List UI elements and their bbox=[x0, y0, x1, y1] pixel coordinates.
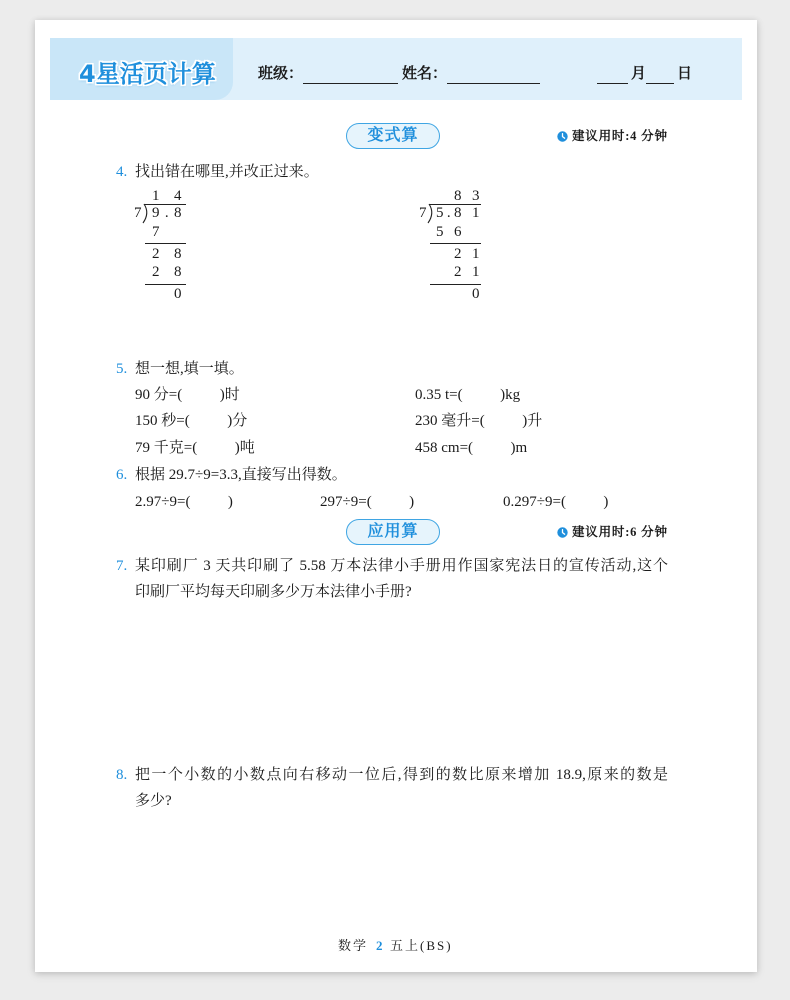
month-label: 月 bbox=[631, 65, 647, 82]
day-blank-line bbox=[646, 83, 674, 84]
section-title-variant-text: 变式算 bbox=[367, 127, 419, 144]
brand-title: 4星活页计算 bbox=[79, 60, 216, 88]
conversion-item: 79 千克=( )吨 bbox=[135, 440, 255, 456]
division-a-remainder: 0 bbox=[174, 286, 182, 302]
question-number-8: 8. bbox=[116, 767, 128, 783]
footer-page-number: 2 bbox=[376, 938, 385, 953]
month-blank-line bbox=[597, 83, 628, 84]
conversion-item: 230 毫升=( )升 bbox=[415, 413, 543, 429]
footer-subject: 数学 bbox=[338, 938, 369, 953]
division-b-step-3: 2 1 bbox=[454, 264, 483, 280]
clock-icon bbox=[557, 527, 568, 538]
class-blank-line bbox=[303, 83, 398, 84]
conversion-item: 90 分=( )时 bbox=[135, 387, 240, 403]
division-a-dividend: 9.8 bbox=[152, 205, 187, 221]
division-b-step-1: 5 6 bbox=[436, 224, 465, 240]
question-number-4: 4. bbox=[116, 164, 128, 180]
question-number-5: 5. bbox=[116, 361, 128, 377]
name-label: 姓名： bbox=[402, 65, 448, 82]
clock-icon bbox=[557, 131, 568, 142]
question-7-line-1: 某印刷厂 3 天共印刷了 5.58 万本法律小手册用作国家宪法日的宣传活动,这个 bbox=[135, 558, 668, 574]
division-item: 2.97÷9=( ) bbox=[135, 494, 233, 510]
day-label: 日 bbox=[677, 65, 693, 82]
division-b-bracket bbox=[427, 204, 436, 223]
division-b-divisor: 7 bbox=[419, 205, 427, 221]
question-8-line-1: 把一个小数的小数点向右移动一位后,得到的数比原来增加 18.9,原来的数是 bbox=[135, 767, 668, 783]
division-b-quotient: 8 3 bbox=[454, 188, 483, 204]
conversion-item: 458 cm=( )m bbox=[415, 440, 528, 456]
name-blank-line bbox=[447, 83, 540, 84]
division-a-step-3: 2 8 bbox=[152, 264, 187, 280]
division-a-bracket bbox=[142, 204, 151, 223]
section-title-variant bbox=[346, 123, 440, 149]
division-a-quotient: 1 4 bbox=[152, 188, 187, 204]
question-7-line-2: 印刷厂平均每天印刷多少万本法律小手册? bbox=[135, 584, 412, 600]
section-title-applied bbox=[346, 519, 440, 545]
section-title-applied-text: 应用算 bbox=[367, 523, 419, 540]
division-item: 297÷9=( ) bbox=[320, 494, 415, 510]
time-hint-variant bbox=[557, 128, 668, 144]
division-b-step-2: 2 1 bbox=[454, 246, 483, 262]
division-a-step-1: 7 bbox=[152, 224, 165, 240]
division-b-rule-1 bbox=[430, 243, 481, 244]
division-a-divisor: 7 bbox=[134, 205, 142, 221]
division-item: 0.297÷9=( ) bbox=[503, 494, 609, 510]
division-b-remainder: 0 bbox=[472, 286, 480, 302]
time-hint-applied bbox=[557, 524, 668, 540]
class-label: 班级： bbox=[258, 65, 304, 82]
conversion-item: 0.35 t=( )kg bbox=[415, 387, 521, 403]
time-hint-applied-text: 建议用时:6 分钟 bbox=[572, 525, 668, 539]
question-6-text: 根据 29.7÷9=3.3,直接写出得数。 bbox=[135, 467, 347, 483]
question-5-text: 想一想,填一填。 bbox=[135, 361, 244, 377]
division-a-step-2: 2 8 bbox=[152, 246, 187, 262]
footer-grade: 五上(BS) bbox=[390, 938, 453, 953]
time-hint-variant-text: 建议用时:4 分钟 bbox=[572, 129, 668, 143]
question-4-text: 找出错在哪里,并改正过来。 bbox=[135, 164, 319, 180]
question-number-6: 6. bbox=[116, 467, 128, 483]
conversion-item: 150 秒=( )分 bbox=[135, 413, 248, 429]
question-number-7: 7. bbox=[116, 558, 128, 574]
division-b-dividend: 5.8 1 bbox=[436, 205, 483, 221]
division-a-rule-1 bbox=[145, 243, 186, 244]
question-8-line-2: 多少? bbox=[135, 793, 172, 809]
